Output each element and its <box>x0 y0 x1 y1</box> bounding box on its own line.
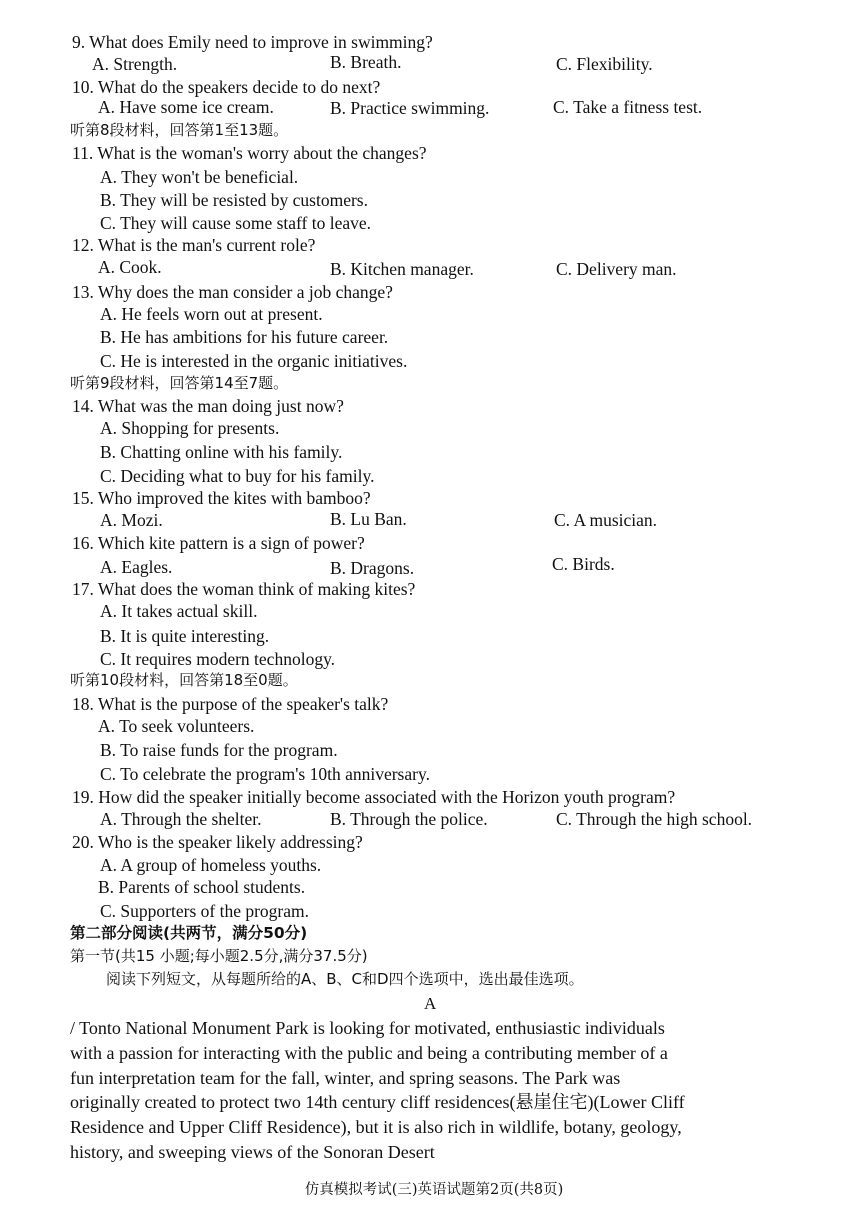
reading-instruction: 阅读下列短文，从每题所给的A、B、C和D四个选项中，选出最佳选项。 <box>106 970 584 988</box>
question-9-stem: 9. What does Emily need to improve in swimming? <box>72 32 433 52</box>
question-10-option-a: A. Have some ice cream. <box>98 97 274 117</box>
question-16-stem: 16. Which kite pattern is a sign of power? <box>72 533 365 553</box>
question-20-stem: 20. Who is the speaker likely addressing? <box>72 832 363 852</box>
question-19-option-a: A. Through the shelter. <box>100 809 262 829</box>
question-11-option-c: C. They will cause some staff to leave. <box>100 213 372 233</box>
question-15-option-b: B. Lu Ban. <box>330 509 407 529</box>
question-10-stem: 10. What do the speakers decide to do next? <box>72 77 381 97</box>
passage-line: history, and sweeping views of the Sonoran Desert <box>70 1141 435 1162</box>
question-9-option-c: C. Flexibility. <box>556 54 653 74</box>
part-2-title: 第二部分阅读(共两节，满分50分) <box>70 924 308 942</box>
section-10-instruction: 听第10段材料，回答第18至0题。 <box>70 671 298 689</box>
question-20-option-a: A. A group of homeless youths. <box>100 855 322 875</box>
question-11-option-a: A. They won't be beneficial. <box>100 167 299 187</box>
question-19-stem: 19. How did the speaker initially become associated with the Horizon youth program? <box>72 787 676 807</box>
question-14-option-a: A. Shopping for presents. <box>100 418 280 438</box>
section-9-instruction: 听第9段材料，回答第14至7题。 <box>70 374 289 392</box>
question-15-option-a: A. Mozi. <box>100 510 163 530</box>
question-20-option-c: C. Supporters of the program. <box>100 901 309 921</box>
page-footer: 仿真模拟考试(三)英语试题第2页(共8页) <box>304 1182 564 1198</box>
question-13-option-a: A. He feels worn out at present. <box>100 304 323 324</box>
section-8-instruction: 听第8段材料，回答第1至13题。 <box>70 121 289 139</box>
question-14-stem: 14. What was the man doing just now? <box>72 396 344 416</box>
passage-line: / Tonto National Monument Park is looking for motivated, enthusiastic individuals <box>70 1018 665 1038</box>
question-18-option-a: A. To seek volunteers. <box>98 716 255 736</box>
question-11-option-b: B. They will be resisted by customers. <box>100 190 368 210</box>
question-13-stem: 13. Why does the man consider a job change? <box>72 282 393 302</box>
question-17-option-b: B. It is quite interesting. <box>100 626 270 646</box>
passage-a-text <box>70 1016 790 1165</box>
question-17-option-a: A. It takes actual skill. <box>100 601 258 621</box>
question-14-option-b: B. Chatting online with his family. <box>100 442 343 462</box>
question-20-option-b: B. Parents of school students. <box>98 877 306 897</box>
question-17-option-c: C. It requires modern technology. <box>100 649 336 669</box>
question-16-option-c: C. Birds. <box>552 554 615 574</box>
question-19-option-b: B. Through the police. <box>330 809 488 829</box>
question-15-stem: 15. Who improved the kites with bamboo? <box>72 488 371 508</box>
question-9-option-a: A. Strength. <box>92 54 178 74</box>
question-13-option-c: C. He is interested in the organic initiatives. <box>100 351 408 371</box>
question-10-option-c: C. Take a fitness test. <box>553 97 703 117</box>
question-12-option-b: B. Kitchen manager. <box>330 259 474 279</box>
passage-line: fun interpretation team for the fall, winter, and spring seasons. The Park was <box>70 1067 621 1088</box>
question-9-option-b: B. Breath. <box>330 52 402 72</box>
question-18-option-c: C. To celebrate the program's 10th anniversary. <box>100 764 430 784</box>
question-15-option-c: C. A musician. <box>554 510 658 530</box>
question-19-option-c: C. Through the high school. <box>556 809 753 829</box>
question-17-stem: 17. What does the woman think of making kites? <box>72 579 416 599</box>
question-13-option-b: B. He has ambitions for his future career. <box>100 327 389 347</box>
question-10-option-b: B. Practice swimming. <box>330 98 490 118</box>
question-16-option-b: B. Dragons. <box>330 558 415 578</box>
passage-line: originally created to protect two 14th century cliff residences(悬崖住宅)(Lower Cliff <box>70 1092 685 1113</box>
passage-line: with a passion for interacting with the public and being a contributing member of a <box>70 1042 668 1063</box>
question-12-option-c: C. Delivery man. <box>556 259 677 279</box>
question-16-option-a: A. Eagles. <box>100 557 173 577</box>
section-1-heading: 第一节(共15 小题;每小题2.5分,满分37.5分) <box>70 947 368 965</box>
question-12-stem: 12. What is the man's current role? <box>72 235 316 255</box>
question-11-stem: 11. What is the woman's worry about the changes? <box>72 143 427 163</box>
question-18-option-b: B. To raise funds for the program. <box>100 740 338 760</box>
question-14-option-c: C. Deciding what to buy for his family. <box>100 466 375 486</box>
passage-label: A <box>424 994 437 1013</box>
question-12-option-a: A. Cook. <box>98 257 162 277</box>
question-18-stem: 18. What is the purpose of the speaker's talk? <box>72 694 389 714</box>
passage-line: Residence and Upper Cliff Residence), but it is also rich in wildlife, botany, geology, <box>70 1117 682 1138</box>
